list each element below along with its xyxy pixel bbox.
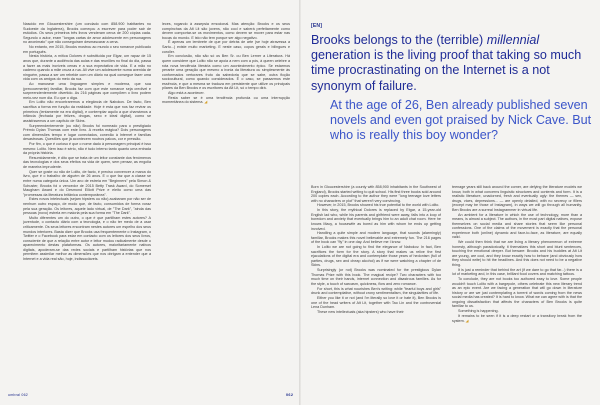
pull-quote-post: generation is the living proof that taking so much time procrastinating on the Internet is a not synonym of failure. xyxy=(311,48,582,93)
folio-right: 062 xyxy=(286,393,294,397)
paragraph: Muito diferentes um do outro, o que é que partilham estes autores? A juventude, o contacto diário com a tecnologia, e o não ter medo de a usar criticamente. Os seus leitores encontram nestes autores um espelho dos seus mundos interiores. Basta dizer que Brooks usa frequentemente o Instagram, o Twitter e o Facebook para estar em contacto com os leitores dos seus livros, consciente de que a relação entre autor e leitor mudou radicalmente desde o aparecimento destas plataformas. Os autores, maioritariamente nativos digitais, apoderam-se das redes sociais e partilham histórias que nos permitem assimilar melhor as dimensões que nos obrigam a entender que a Internet e a vida real são, hoje, indissociáveis. xyxy=(23,215,151,261)
paragraph: Born in Gloucestershire (a county with 858,900 inhabitants in the Southwest of England), Brooks started writing to quit school. His first three books sold around 200 copies each. According to the author they were "long teenage love letters with no characters or plot" that weren't very convincing. xyxy=(311,185,441,203)
right-column-1 xyxy=(311,185,441,380)
language-label: [EN] xyxy=(311,23,323,29)
paragraph: Por fim, o que é curioso é que o nome dado à personagem principal é isso mesmo: Lolito. Nem isso é sério, não é tudo interno tanto quanto uma entrada da própria história. xyxy=(23,142,151,156)
page-gutter xyxy=(299,0,301,405)
paragraph: In this story, the mythical Dolores is replaced by Etgar, a 15-year-old English lad who, while his parents and girlfriend were away, falls into a loop of boredom and anxiety that eventually brings him to an adult chat room. Here he knows Macy, a housewife as bored as him with whom he ends up getting involved. xyxy=(311,208,441,231)
paragraph: An ambient for a literature in which the use of technology, more than a means, is almost a subject. The authors, in the most part digital natives, expose themselves on social media and share stories that seem like personal confessions. One of the claims of the movement is exactly that the personal experience both (online) dynamic and face-to-face, as literature, are equally valid. xyxy=(452,212,582,240)
paragraph: Nascido em Gloucestershire (um condado com 858.900 habitantes no Sudoeste da Inglaterra), Brooks começou a escrever para poder sair de estúdios. Os seus primeiros três livros venderam cerca de 200 cópias cada. Segundo o autor, eram "longas cartas de amor adolescente em personagens no anonimato" que não conseguiram desmascarar a cena. xyxy=(23,22,151,45)
paragraph: Em Lolito não encontraremos a elegância de Nabokov. De facto, Ben sacrifica a forma em função da realidade. Hoje é esta que nos faz revirar os primeiros (lentamente na era digital), e contemplar aquilo a que chamámos a infância (fechada por felizes, drogas, sexo e ideal digital), como se assistíssemos a um capítulo de Skins. xyxy=(23,100,151,123)
paragraph: These new intellectuals (aka hipsters) who have their xyxy=(317,310,404,315)
paragraph: Estes novos intelectuais (sejam hipsters ou não) acabaram por não ser de nenhum outro espaço, de modo que, de facto, consumidos de forma voraz pela sua geração. Os leitores, aquele lado virtual, de "The Dark", "ainda das pessoas (novo) estrela em maioria pela sua forma em "The Dark". xyxy=(23,197,151,216)
closing-line: Resta saber se é uma tendência profunda ou uma interrupção momentânea do sistema. xyxy=(162,95,290,105)
paragraph: Surpreendentemente (ou não) Brooks foi nomeado para o prestigiado Prémio Dylan Thomas com este livro. A receita mágica? Dois personagens com dimensões tempo e lugar conectados, conexão à Internet e famílias desastrosas. Questões que já acontecem noutros palcos, cor e pressão. xyxy=(23,123,151,142)
paragraph: teenage years still back around the corner, are defying the literature models we know, both in what concerns linguistic structures and contents and form. It is a realistic literature, unadorned, fresh and eventually ugly: the themes — sex, drugs, vices, depressions... — are openly detailed, with no secrecy or fillers (except may be those of Instagram), in ways we will go through all humanity. Ben Brooks are a surreal Instagrammer in virtual life. xyxy=(452,185,582,212)
paragraph: Something is happening. xyxy=(458,309,499,314)
left-column-1 xyxy=(23,22,151,377)
paragraph xyxy=(452,314,582,323)
paragraph: É apenas um lembrete de que por detrás de arte (se hoje atravessa a Sartu...) existe muito marketing. E neste caso, copos gerais e bilingues e coroller. xyxy=(162,40,290,54)
end-mark-icon: ◢ xyxy=(204,100,208,105)
paragraph: In Lolito we are not going to find the elegance of Nabokov. In fact, Ben sacrifices the form for the story. A story that makes us relive the first ejaculations of the digital era and contemplate those years of hedonism (full of parties, drugs, sex and cheap alcohol) as if we were watching a chapter of de Skins. xyxy=(311,245,441,268)
paragraph: However, in 2015, Brooks showed his true potential to the world with Lolito. xyxy=(317,203,440,208)
pull-quote-pre: Brooks belongs to the (terrible) xyxy=(311,33,487,47)
paragraph: For short, this is what nourishes Ben's writing: while "fearful boys and girls" drunk and contemplative, without crony sentimentalism, the singularities of life. xyxy=(311,286,441,296)
paragraph: Either you like it or not (and I'm literally so love it or hate it), Ben Brooks is one of the head writers of Alt Lit, together with Tao Lin and the controversial Lena Dunham. xyxy=(311,296,441,310)
paragraph: To conclude, they are not books too authored easy to love. Some people wouldn't touch Lolito with a bargepole, others celebrate this new literary trend as an epic event. Are we facing a generation that will go down in literature history or are we just contemplating a torrent of words coming from the news social media has created? It is hard to know. What we can agree with is that the ongoing dissatisfaction that affects the characters of Ben Brooks is quite familiar to us. xyxy=(452,277,582,309)
end-mark-icon: ◢ xyxy=(465,318,469,323)
paragraph: Quer se goste ou não de Lolito, de facto, é preciso convencer a marca do livro, que é o trabalho de alguém de 26 anos. E o que faz que a classe se entre numa categoria única. Um ano de estreia em "Beginners" pela Simon & Schuster, Brooks foi o vencedor de 2015 Betty Trask Award, do Somerset Maugham Award e do Desmond Elliott Prize e eleito como uma das "promessas da literatura britânica contemporânea". xyxy=(23,169,151,197)
paragraph: Em conclusão, não são só os Ben Sr. ou Ben Lerner a Literatura. Há quem considere que Lolito não se apoia a nem com a pós, à queen celebre a rota nova tendência literária como um acontecimento épico. Se estarmos perante uma geração que mesmo a ironia da literatura ou simplesmente às conformados vertorares fruto da sabedoria que se sabe, outra ficção sociocultural, como quando considerados. É o caso, se passarmos este essência, e que a mesma se traduza em persistente que utilize os principais pilares da Ben Brooks e os escritores da Alt Lit, só o tempo dirá. xyxy=(162,54,290,91)
paragraph: Nesta história, a mítica Dolores é substituída por Elgar, um rapaz de 15 anos que, durante a audiência das aulas e das reuniões no final do dia, passa a fazer as mais incríveis cenas e a sua expectativa de vida. E a mão no caderno quando a mãe cruza a rua. Ali vive um adolescente numa avenida de ninguém, passa a ser um rebelde com um diário na qual consegue fazer uma vida com os amigos do meio da rua. xyxy=(23,54,151,82)
folio-left: umbral 062 xyxy=(8,393,28,397)
paragraph: Resumidamente, é dito que se trata de um leitor constante dos fenómenos das tecnologias e dos seus efeitos na vida de quem, sem pensar, as engolia de maneira imprudente. xyxy=(23,155,151,170)
paragraph xyxy=(162,96,290,105)
paragraph: No entanto, em 2015, Brooks mostrou ao mundo o seu romance publicado em português. xyxy=(23,45,151,54)
paragraph: leces, rogando à assepsia emocional. Mas atenção: Brooks e os seus compinchas da Alt Lit são jovens, não cool e saberá perfeitamente como devem comportar-se os movimentos, como devem se mover para estar nas bocas do mundo. E isto não tem porque ser algo negativo. xyxy=(162,22,290,40)
paragraph: Handling a quite simple and modern language, that sounds (alarmingly) familiar, Brooks makes this novel believable and extremely fun. The 216 pages of the book can "fly" in one day. And believe me I know. xyxy=(311,231,441,245)
left-column-2 xyxy=(162,22,290,177)
right-column-2 xyxy=(452,185,582,380)
paragraph: We could then think that we are living a literary phenomenon of extreme honesty, although paradoxically, it thematizes this short and blunt sentences, touching the emotional deeper. But beware: Brooks and his buddies at Alt Lit are young, are cool, and they know exactly how to behave (and obviously how they should write) to hit the headlines. And this does not need to be a negative thing. xyxy=(452,240,582,267)
paragraph: It is just a reminder that behind the art (if we dare to go that far...) there is a lot of marketing and, in this case, brilliant food covers and matching tattoos. xyxy=(452,267,582,277)
pull-quote-2: At the age of 26, Ben already published seven novels and even got praised by Nick Cave. But who is really this boy wonder? xyxy=(330,98,592,143)
paragraph: Algo está a acontecer. xyxy=(168,91,205,96)
paragraph: Surprisingly (or not) Brooks was nominated for the prestigious Dylan Thomas Prize with this book. The magical recipe? Two characters with too much time on their hands, internet connection and disastrous families. As for the style, a touch of sarcasm, quickness, flow and zero romance. xyxy=(311,268,441,286)
paragraph: Ao manusear uma linguagem simples e moderna, que soa (precocemente) familiar, Brooks faz com que este romance seja credível e surpreendentemente divertido. As 216 páginas que compõem o livro podem meio-vez num dia. Eu que o diga. xyxy=(23,82,151,100)
pull-quote-1 xyxy=(311,33,593,94)
pull-quote-emphasis: millennial xyxy=(486,33,540,47)
closing-line: It remains to be seen if it is a deep restart or a transitory break from the system. xyxy=(452,314,582,323)
